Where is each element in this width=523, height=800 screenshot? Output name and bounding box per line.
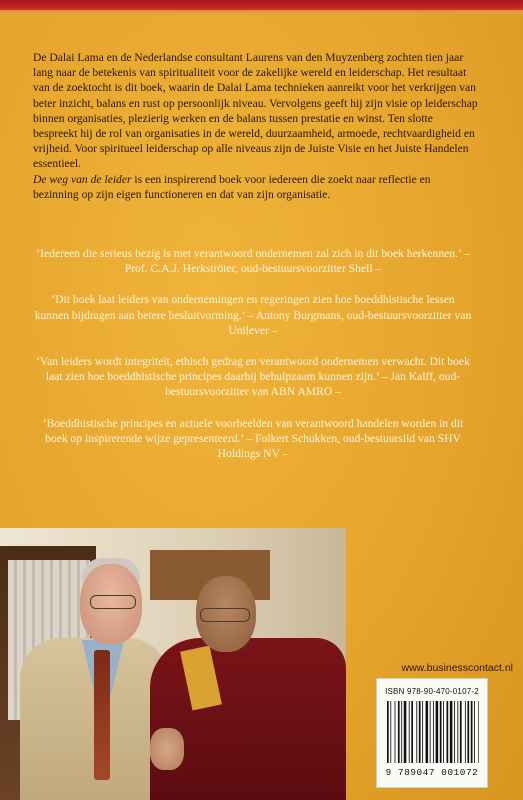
barcode-bar bbox=[467, 701, 469, 763]
barcode-bar bbox=[387, 701, 389, 763]
endorsement-quote: ‘Van leiders wordt integriteit, ethisch gedrag en verantwoord ondernemen verwacht. Dit boek laat zien hoe boeddhistische principes daarbij behulpzaam kunnen zijn.’ – Jan Kalff, oud-bestuursvoorzitter van ABN AMRO – bbox=[36, 355, 470, 399]
barcode-bar bbox=[404, 701, 407, 763]
photo-person-left-glasses bbox=[90, 595, 136, 609]
barcode-bar bbox=[460, 701, 462, 763]
book-title-italic: De weg van de leider bbox=[33, 172, 132, 186]
barcode-bar bbox=[398, 701, 400, 763]
description-paragraph-2 bbox=[33, 172, 479, 202]
barcode-bars bbox=[387, 701, 479, 763]
barcode-bar bbox=[454, 701, 455, 763]
endorsement-quote: ‘Iedereen die serieus bezig is met verantwoord ondernemen zal zich in dit boek herkennen.’ – Prof. C.A.J. Herkströter, oud-bestuursvoorzitter Shell – bbox=[36, 247, 470, 276]
photo-person-right-glasses bbox=[200, 608, 250, 622]
photo-person-left-tie bbox=[94, 650, 110, 780]
description-paragraph: De Dalai Lama en de Nederlandse consultant Laurens van den Muyzenberg zochten tien jaar lang naar de betekenis van spiritualiteit voor de zakelijke wereld en leiderschap. Het resultaat van de zoektocht is dit boek, waarin de Dalai Lama technieken aanreikt voor het verkrijgen van beter inzicht, balans en rust op persoonlijk niveau. Vervolgens geeft hij zijn visie op leiderschap binnen organisaties, plezierig werken en de balans tussen prestatie en winst. Ten slotte bespreekt hij de rol van organisaties in de wereld, duurzaamheid, armoede, rechtvaardigheid en vrijheid. Voor spiritueel leiderschap op alle niveaus zijn de Juiste Visie en het Juiste Handelen essentieel. bbox=[33, 51, 478, 171]
barcode-bar bbox=[401, 701, 402, 763]
author-photo bbox=[0, 528, 346, 800]
endorsement-quote: ‘Dit boek laat leiders van ondernemingen en regeringen zien hoe boeddhistische lessen kunnen bijdragen aan betere besluitvorming.’ – Antony Burgmans, oud-bestuursvoorzitter van Unilever – bbox=[34, 293, 472, 337]
barcode-bar bbox=[443, 701, 444, 763]
cover-top-band bbox=[0, 0, 523, 14]
barcode-bar bbox=[395, 701, 396, 763]
barcode-bar bbox=[430, 701, 431, 763]
publisher-url: www.businesscontact.nl bbox=[401, 662, 513, 674]
barcode-bar bbox=[433, 701, 434, 763]
photo-person-right-robe bbox=[150, 638, 346, 800]
barcode-bar bbox=[422, 701, 423, 763]
barcode-bar bbox=[465, 701, 466, 763]
barcode-bar bbox=[474, 701, 475, 763]
barcode-bar bbox=[436, 701, 439, 763]
barcode-bar bbox=[457, 701, 458, 763]
photo-joined-hands bbox=[150, 728, 184, 770]
barcode-digits: 9 789047 001072 bbox=[385, 767, 479, 778]
book-description bbox=[33, 50, 479, 202]
barcode-bar bbox=[409, 701, 410, 763]
barcode-bar bbox=[416, 701, 417, 763]
isbn-barcode bbox=[376, 678, 488, 788]
barcode-bar bbox=[478, 701, 479, 763]
isbn-label: ISBN 978-90-470-0107-2 bbox=[385, 687, 479, 696]
barcode-bar bbox=[471, 701, 473, 763]
barcode-bar bbox=[426, 701, 429, 763]
barcode-bar bbox=[450, 701, 453, 763]
barcode-bar bbox=[447, 701, 449, 763]
description-paragraph-2-text: is een inspirerend boek voor iedereen die zoekt naar reflectie en bezinning op zijn eigen functioneren en dat van zijn organisatie. bbox=[33, 172, 431, 201]
barcode-bar bbox=[411, 701, 413, 763]
barcode-bar bbox=[390, 701, 391, 763]
endorsement-quote: ‘Boeddhistische principes en actuele voorbeelden van verantwoord handelen worden in dit boek op inspirerende wijze gepresenteerd.’ – Folkert Schukken, oud-bestuurslid van SHV Holdings NV – bbox=[42, 416, 464, 461]
barcode-bar bbox=[440, 701, 442, 763]
barcode-bar bbox=[419, 701, 421, 763]
endorsement-quotes bbox=[33, 246, 473, 477]
